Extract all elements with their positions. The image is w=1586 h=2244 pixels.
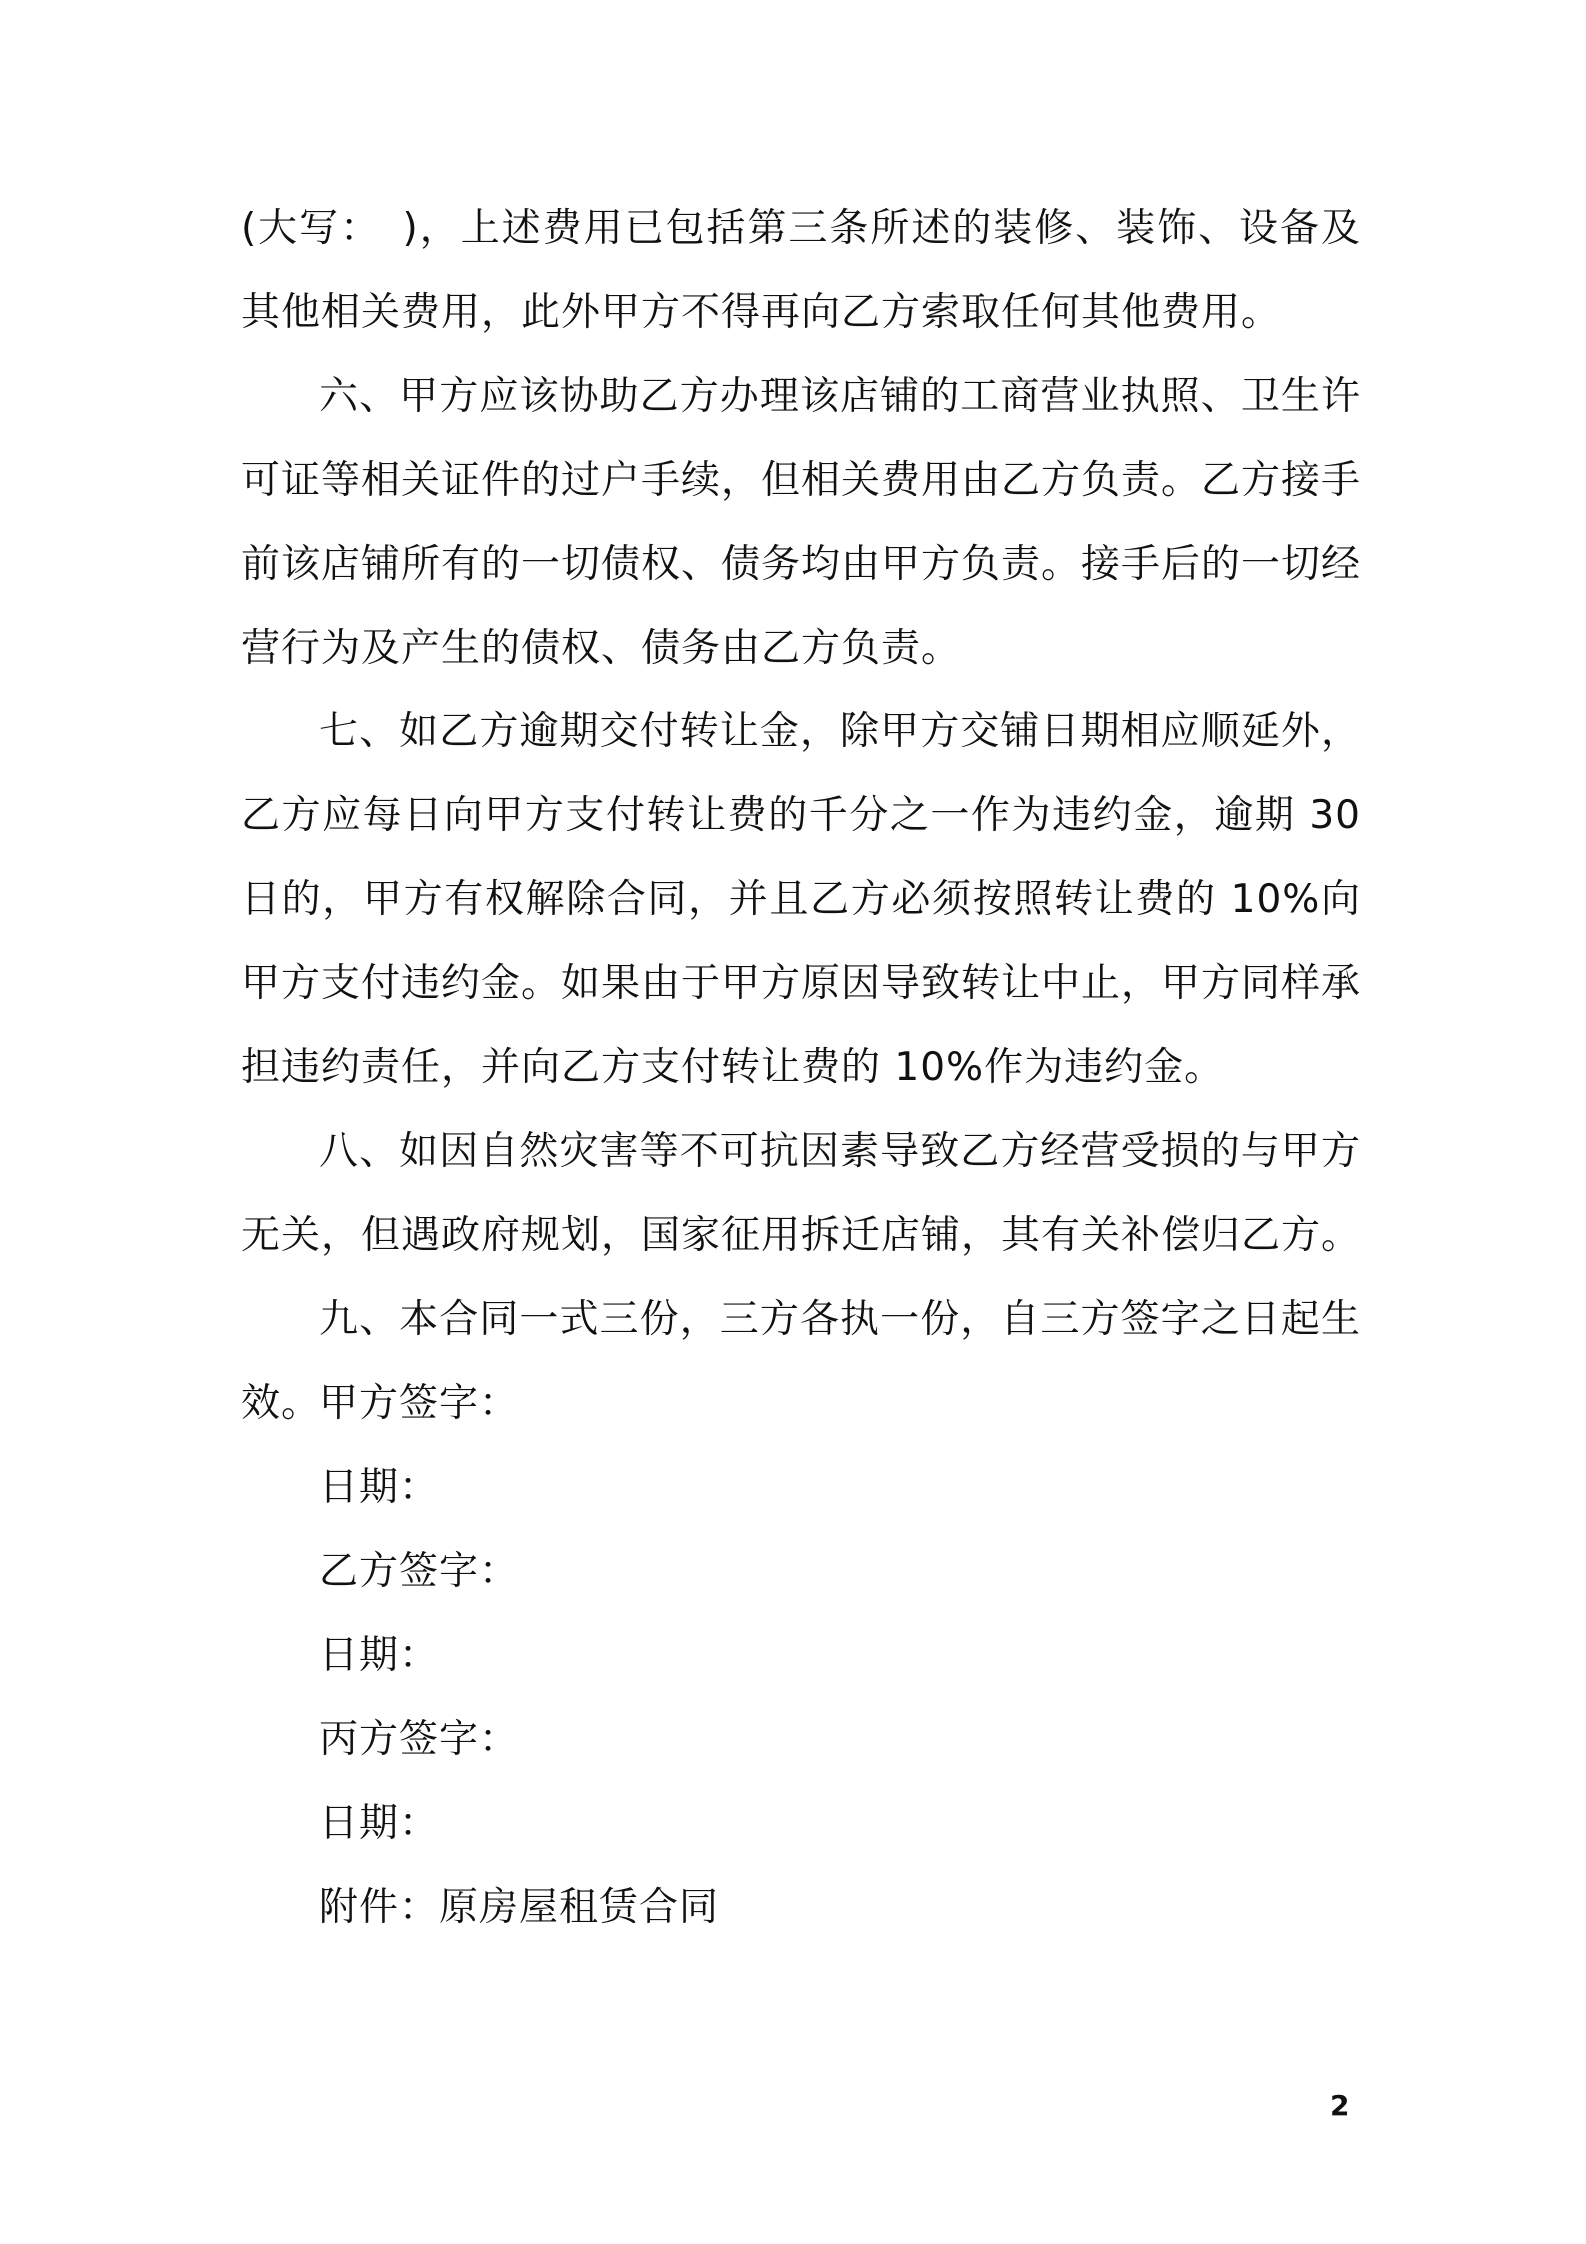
attachment-note: 附件：原房屋租赁合同	[319, 1885, 720, 1930]
paragraph-continued: (大写： )，上述费用已包括第三条所述的装修、装饰、设备及其他相关费用，此外甲方不得再向乙方索取任何其他费用。	[241, 206, 1361, 335]
paragraph-clause-8: 八、如因自然灾害等不可抗因素导致乙方经营受损的与甲方无关，但遇政府规划，国家征用拆迁店铺，其有关补偿归乙方。	[241, 1129, 1362, 1258]
party-b-signature-label: 乙方签字：	[319, 1549, 520, 1594]
paragraph-clause-9: 九、本合同一式三份，三方各执一份，自三方签字之日起生效。	[241, 1297, 1361, 1426]
paragraph-clause-7: 七、如乙方逾期交付转让金，除甲方交铺日期相应顺延外，乙方应每日向甲方支付转让费的千分之一作为违约金，逾期 30 日的，甲方有权解除合同，并且乙方必须按照转让费的 10%向甲方支付违约金。如果由于甲方原因导致转让中止，甲方同样承担违约责任，并向乙方支付转让费的 10%作为违约金。	[241, 709, 1362, 1090]
paragraph-clause-6: 六、甲方应该协助乙方办理该店铺的工商营业执照、卫生许可证等相关证件的过户手续，但相关费用由乙方负责。乙方接手前该店铺所有的一切债权、债务均由甲方负责。接手后的一切经营行为及产生的债权、债务由乙方负责。	[241, 374, 1362, 671]
party-a-date-label: 日期：	[319, 1465, 440, 1510]
party-b-date-label: 日期：	[319, 1633, 440, 1678]
party-c-date-label: 日期：	[319, 1801, 440, 1846]
page-number: 2	[1330, 2089, 1350, 2122]
party-a-signature-label: 甲方签字：	[319, 1381, 520, 1426]
party-c-signature-label: 丙方签字：	[319, 1717, 520, 1762]
